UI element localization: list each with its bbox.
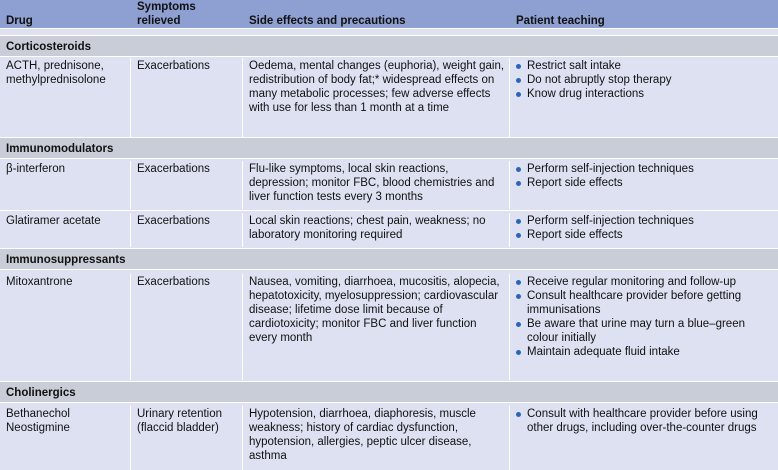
teaching-cell [510,58,778,138]
teaching-cell [510,213,778,247]
side-effects-cell: Local skin reactions; chest pain, weakness; no laboratory monitoring required [243,213,510,247]
section-immunomodulators: Immunomodulators [0,137,778,159]
list-item: Restrict salt intake [516,59,774,73]
list-item: Know drug interactions [516,87,774,101]
list-item: Be aware that urine may turn a blue–green colour initially [516,317,774,345]
teaching-list [516,275,774,359]
side-effects-cell: Nausea, vomiting, diarrhoea, mucositis, alopecia, hepatotoxicity, myelosuppression; cardiovascular disease; lifetime dose limit because of cardiotoxicity; monitor FBC and liver function every month [243,274,510,380]
section-cholinergics: Cholinergics [0,381,778,403]
header-side-effects: Side effects and precautions [249,15,406,27]
list-item: Receive regular monitoring and follow-up [516,275,774,289]
list-item: Report side effects [516,176,774,190]
header-drug: Drug [6,15,33,27]
symptoms-cell: Exacerbations [131,274,243,380]
list-item: Perform self-injection techniques [516,162,774,176]
symptoms-cell: Urinary retention (flaccid bladder) [131,406,243,470]
teaching-cell [510,406,778,470]
row-divider [0,210,778,211]
list-item: Consult with healthcare provider before using other drugs, including over-the-counter drugs [516,407,774,435]
table-row [0,161,778,209]
section-immunosuppressants: Immunosuppressants [0,248,778,270]
list-item: Consult healthcare provider before getting immunisations [516,289,774,317]
list-item: Maintain adequate fluid intake [516,345,774,359]
symptoms-cell: Exacerbations [131,161,243,209]
teaching-list [516,407,774,435]
header-symptoms: Symptoms relieved [137,1,196,27]
table-row [0,213,778,247]
table-row [0,58,778,138]
section-corticosteroids: Corticosteroids [0,35,778,57]
teaching-list [516,162,774,190]
teaching-cell [510,161,778,209]
side-effects-cell: Oedema, mental changes (euphoria), weight gain, redistribution of body fat;* widespread effects on many metabolic processes; few adverse effects with use for less than 1 month at a time [243,58,510,138]
header-teaching: Patient teaching [516,15,605,27]
list-item: Do not abruptly stop therapy [516,73,774,87]
drug-cell: ACTH, prednisone, methylprednisolone [0,58,131,138]
symptoms-cell: Exacerbations [131,213,243,247]
table-header [0,0,778,29]
teaching-list [516,214,774,242]
table-row [0,274,778,380]
drug-cell: Mitoxantrone [0,274,131,380]
list-item: Report side effects [516,228,774,242]
list-item: Perform self-injection techniques [516,214,774,228]
symptoms-cell: Exacerbations [131,58,243,138]
drug-cell: Glatiramer acetate [0,213,131,247]
drug-cell: Bethanechol Neostigmine [0,406,131,470]
teaching-list [516,59,774,101]
teaching-cell [510,274,778,380]
table-row [0,406,778,470]
side-effects-cell: Hypotension, diarrhoea, diaphoresis, muscle weakness; history of cardiac dysfunction, hypotension, allergies, peptic ulcer disease, asthma [243,406,510,470]
drug-cell: β-interferon [0,161,131,209]
side-effects-cell: Flu-like symptoms, local skin reactions, depression; monitor FBC, blood chemistries and liver function tests every 3 months [243,161,510,209]
